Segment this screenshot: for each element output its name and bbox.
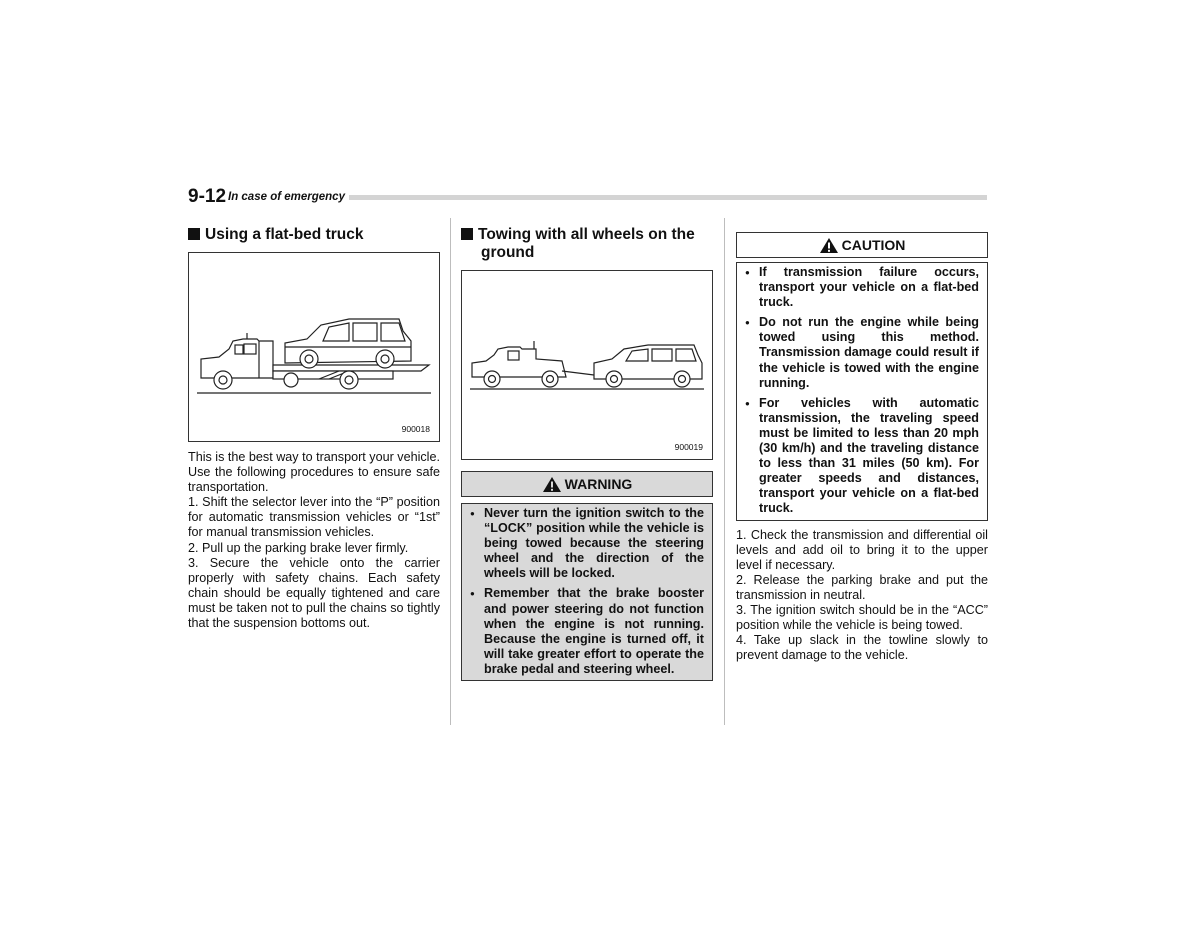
column-divider <box>450 218 451 725</box>
page-header <box>188 186 988 208</box>
caution-item: ● For vehicles with automatic transmission, the traveling speed must be limited to less than 20 mph (30 km/h) and the traveling distance to less than 31 miles (50 km). For greater speeds and distances, transport your vehicle on a flat-bed truck. <box>745 396 979 517</box>
middle-column <box>461 226 713 681</box>
flatbed-truck-illustration <box>189 253 439 441</box>
left-column <box>188 226 440 631</box>
flatbed-truck-figure <box>188 252 440 442</box>
section-heading <box>188 226 440 244</box>
left-body-text <box>188 450 440 631</box>
caution-item: ● If transmission failure occurs, transport your vehicle on a flat-bed truck. <box>745 265 979 310</box>
paragraph: 1. Check the transmission and differential oil levels and add oil to bring it to the upper level if necessary. <box>736 527 988 572</box>
section-heading <box>461 226 713 262</box>
paragraph: 3. Secure the vehicle onto the carrier properly with safety chains. Each safety chain should be equally tightened and care must be taken not to pull the chains so tightly that the suspension bottoms out. <box>188 555 440 631</box>
warning-header <box>461 471 713 497</box>
paragraph: 2. Release the parking brake and put the transmission in neutral. <box>736 572 988 602</box>
right-column <box>736 232 988 663</box>
caution-triangle-icon <box>819 237 839 254</box>
paragraph: 1. Shift the selector lever into the “P” position for automatic transmission vehicles or “1st” for manual transmission vehicles. <box>188 495 440 540</box>
towing-figure <box>461 270 713 460</box>
section-heading-text-continued: ground <box>481 244 535 261</box>
page-number: 9-12 <box>188 186 230 208</box>
paragraph: 3. The ignition switch should be in the “ACC” position while the vehicle is being towed. <box>736 602 988 633</box>
section-heading-text: Using a flat-bed truck <box>205 226 364 243</box>
caution-box <box>736 262 988 521</box>
chapter-title: In case of emergency <box>228 189 349 205</box>
right-body-text <box>736 528 988 664</box>
column-divider <box>724 218 725 725</box>
towing-illustration <box>462 271 712 459</box>
caution-title: CAUTION <box>841 237 906 253</box>
warning-item: ● Remember that the brake booster and power steering do not function when the engine is not running. Because the engine is turned off, it will take greater effort to operate the brake pedal and steering wheel. <box>470 586 704 677</box>
section-heading-text: Towing with all wheels on the <box>478 226 695 243</box>
paragraph: 4. Take up slack in the towline slowly to prevent damage to the vehicle. <box>736 633 988 663</box>
caution-item: ● Do not run the engine while being towed using this method. Transmission damage could result if the vehicle is towed with the engine running. <box>745 315 979 390</box>
paragraph: 2. Pull up the parking brake lever firmly. <box>188 540 409 555</box>
square-bullet-icon <box>461 228 473 240</box>
warning-title: WARNING <box>564 476 633 492</box>
paragraph: This is the best way to transport your vehicle. Use the following procedures to ensure safe transportation. <box>188 450 440 495</box>
figure-code: 900018 <box>401 424 430 434</box>
warning-item: ● Never turn the ignition switch to the “LOCK” position while the vehicle is being towed because the steering wheel and the direction of the wheels will be locked. <box>470 506 704 581</box>
warning-triangle-icon <box>542 476 562 493</box>
figure-code: 900019 <box>674 442 703 452</box>
caution-header <box>736 232 988 258</box>
warning-box <box>461 503 713 681</box>
square-bullet-icon <box>188 228 200 240</box>
